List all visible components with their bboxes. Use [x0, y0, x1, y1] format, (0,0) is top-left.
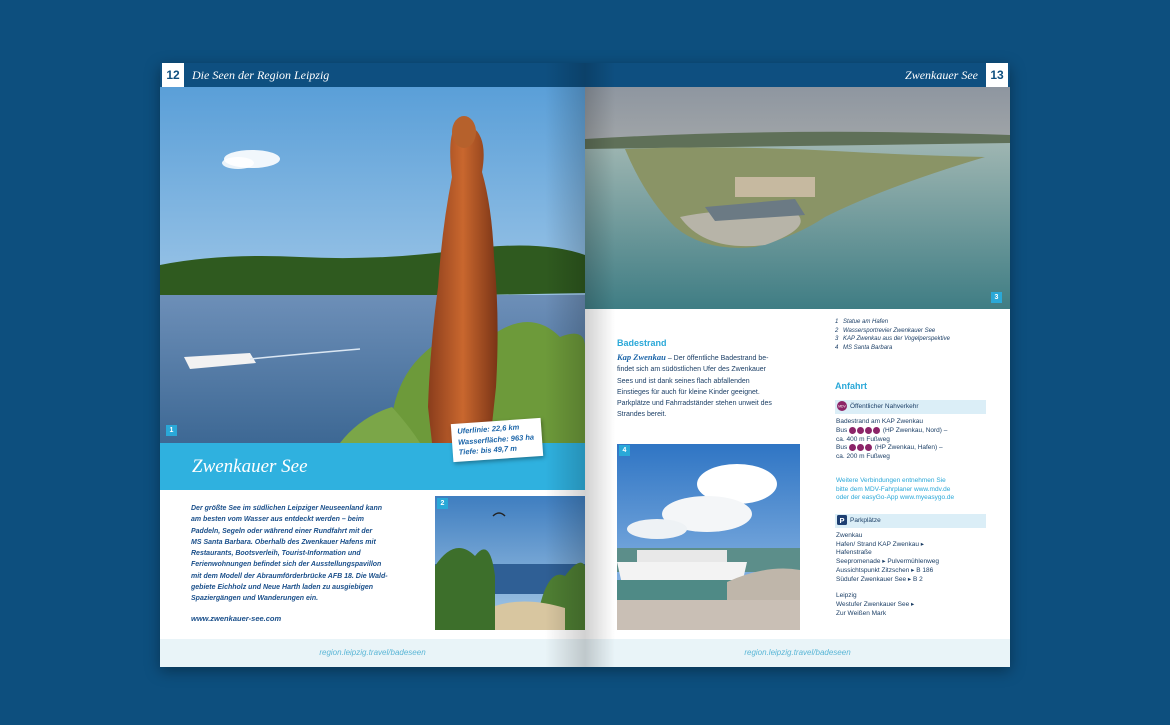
parking-item: Hafen/ Strand KAP Zwenkau ▸ [836, 540, 925, 548]
website-link[interactable]: www.zwenkauer-see.com [191, 614, 282, 623]
lake-facts-box [451, 418, 543, 462]
caption-item: 2 Wassersportrevier Zwenkauer See [835, 327, 936, 334]
description-line: Paddeln, Segeln oder während einer Rundfahrt mit der [191, 527, 373, 535]
badestrand-line: findet sich am südöstlichen Ufer des Zwenkauer [617, 366, 767, 374]
image-number-1: 1 [166, 425, 177, 436]
aerial-harbor-photo [585, 87, 1010, 309]
description-line: Spaziergängen und Wanderungen ein. [191, 595, 319, 603]
parking-item: Westufer Zwenkauer See ▸ [836, 600, 915, 608]
svg-text:MDV: MDV [838, 404, 846, 409]
right-page [585, 63, 1010, 667]
parking-bar [835, 514, 986, 528]
image-number-4: 4 [619, 445, 630, 456]
parking-item: Hafenstraße [836, 549, 872, 557]
depth-fact: Tiefe: bis 49,7 m [458, 443, 518, 457]
transit-stop: Badestrand am KAP Zwenkau [836, 418, 923, 425]
lake-description [191, 503, 401, 605]
walk-distance: ca. 200 m Fußweg [836, 453, 890, 461]
description-line: MS Santa Barbara. Oberhalb des Zwenkauer Hafens mit [191, 538, 376, 546]
image-captions [835, 318, 950, 352]
kitesurf-photo [435, 496, 585, 630]
badestrand-text [617, 352, 805, 421]
more-connections-info[interactable]: Weitere Verbindungen entnehmen Sie bitte dem MDV-Fahrplaner www.mdv.de oder der easyGo-App www.myeasygo.de [836, 477, 955, 502]
parking-item: Zur Weißen Mark [836, 609, 887, 617]
anfahrt-heading: Anfahrt [835, 381, 867, 391]
public-transport-label: Öffentlicher Nahverkehr [850, 403, 919, 410]
parking-item: Seepromenade ▸ Pulvermühlenweg [836, 558, 939, 566]
caption-item: 1 Statue am Hafen [835, 319, 889, 325]
parking-label: Parkplätze [850, 517, 881, 524]
right-header-title: Zwenkauer See [905, 68, 978, 82]
caption-item: 3 KAP Zwenkau aus der Vogelperspektive [835, 336, 950, 343]
left-header-title: Die Seen der Region Leipzig [192, 68, 330, 82]
parking-item: Südufer Zwenkauer See ▸ B 2 [836, 575, 923, 583]
badestrand-heading: Badestrand [617, 338, 667, 348]
description-line: am besten vom Wasser aus entdeckt werden – beim [191, 516, 364, 524]
water-area-fact: Wasserfläche: 963 ha [457, 431, 535, 447]
parking-item: Aussichtspunkt Zitzschen ▸ B 186 [836, 566, 934, 574]
left-header [160, 63, 585, 87]
badestrand-line: Einstieges für auch für kleine Kinder geeignet. [617, 388, 760, 396]
caption-item: 4 MS Santa Barbara [835, 344, 893, 351]
right-page-number: 13 [986, 63, 1008, 87]
svg-text:P: P [839, 516, 845, 526]
image-number-3: 3 [991, 292, 1002, 303]
ship-photo [617, 444, 800, 630]
lake-title: Zwenkauer See [192, 456, 308, 477]
image-number-2: 2 [437, 498, 448, 509]
bus-line-2: Bus (HP Zwenkau, Hafen) – [836, 444, 943, 452]
walk-distance: ca. 400 m Fußweg [836, 435, 890, 443]
right-header [585, 63, 1010, 87]
parking-town: Leipzig [836, 592, 857, 600]
brochure-spread [160, 63, 1010, 667]
parking-list [836, 532, 988, 618]
statue-photo [160, 87, 585, 443]
parking-town: Zwenkau [836, 532, 863, 539]
kap-zwenkau-label: Kap Zwenkau [617, 352, 666, 362]
badestrand-line: Parkplätze und Fahrradständer stehen unweit des [617, 400, 772, 408]
badestrand-line: Strandes bereit. [617, 411, 667, 419]
description-line: gebiete Eichholz und Neue Harth laden zu ausgiebigen [191, 584, 374, 592]
transit-directions [836, 418, 988, 462]
left-page-number: 12 [162, 63, 184, 87]
left-page [160, 63, 585, 667]
bus-line-1: Bus (HP Zwenkau, Nord) – [836, 426, 948, 434]
mdv-transit-icon [837, 401, 847, 411]
description-line: mit dem Modell der Abraumförderbrücke AFB 18. Die Wald- [191, 572, 388, 580]
badestrand-line: Sees und ist dank seines flach abfallenden [617, 377, 750, 385]
right-footer[interactable]: region.leipzig.travel/badeseen [585, 639, 1010, 667]
shoreline-fact: Uferlinie: 22,6 km [456, 422, 520, 436]
description-line: Ferienwohnungen befindet sich der Ausstellungspavillon [191, 561, 382, 569]
description-line: Restaurants, Bootsverleih, Tourist-Information und [191, 550, 361, 558]
description-line: Der größte See im südlichen Leipziger Neuseenland kann [191, 505, 382, 512]
parking-icon [837, 515, 847, 525]
badestrand-line: – Der öffentliche Badestrand be- [665, 355, 769, 362]
public-transport-bar [835, 400, 986, 414]
left-footer[interactable]: region.leipzig.travel/badeseen [160, 639, 585, 667]
